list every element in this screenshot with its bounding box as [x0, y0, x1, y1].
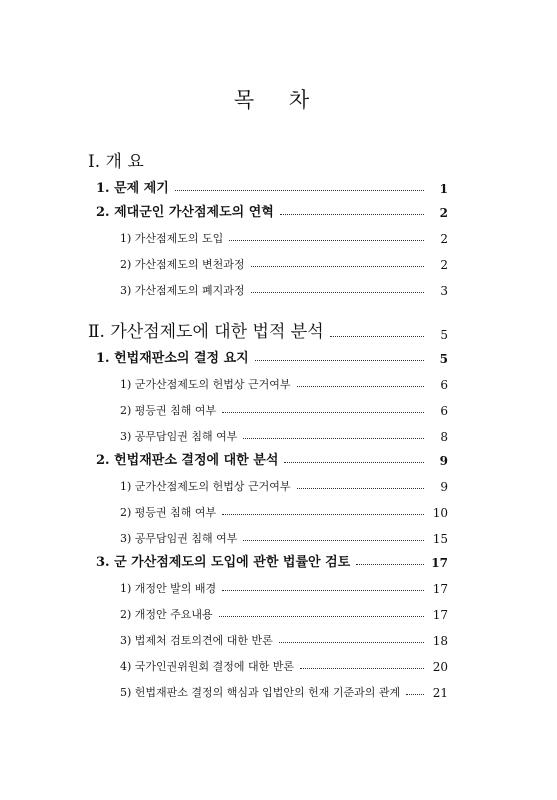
toc-section-1-1[interactable] [88, 176, 448, 196]
toc-item-label: 1) 개정안 발의 배경 [120, 582, 217, 595]
toc-item-label: 2) 평등권 침해 여부 [120, 404, 217, 417]
toc-page-number: 2 [440, 258, 448, 272]
toc-page-number: 17 [432, 608, 448, 622]
toc-item[interactable] [88, 654, 448, 674]
dot-leader [300, 668, 424, 669]
dot-leader [251, 266, 424, 267]
toc-page-number: 15 [432, 532, 448, 546]
dot-leader [280, 214, 424, 215]
toc-page-number: 2 [440, 232, 448, 246]
toc-section-label: 1. 문제 제기 [96, 181, 169, 196]
toc-page-number: 20 [432, 660, 448, 674]
toc-item[interactable] [88, 628, 448, 648]
toc-chapter-1[interactable] [88, 150, 448, 172]
dot-leader [284, 462, 424, 463]
table-of-contents [88, 150, 448, 700]
toc-page-number: 21 [432, 686, 448, 700]
toc-item-label: 2) 평등권 침해 여부 [120, 506, 217, 519]
dot-leader [255, 360, 424, 361]
toc-chapter-label: Ⅱ. 가산점제도에 대한 법적 분석 [88, 322, 324, 342]
toc-page-number: 6 [440, 404, 448, 418]
toc-item-label: 1) 군가산점제도의 헌법상 근거여부 [120, 378, 291, 391]
dot-leader [219, 616, 424, 617]
toc-section-2-1[interactable] [88, 346, 448, 366]
toc-page-number: 6 [440, 378, 448, 392]
toc-page-number: 5 [440, 328, 448, 342]
dot-leader [222, 590, 424, 591]
toc-page-number: 8 [440, 430, 448, 444]
toc-item-label: 2) 개정안 주요내용 [120, 608, 213, 621]
dot-leader [297, 488, 424, 489]
toc-page-number: 18 [432, 634, 448, 648]
dot-leader [229, 240, 424, 241]
toc-item-label: 3) 가산점제도의 폐지과정 [120, 284, 245, 297]
toc-item[interactable] [88, 576, 448, 596]
toc-page-number: 9 [439, 454, 448, 468]
toc-page-number: 10 [432, 506, 448, 520]
toc-item[interactable] [88, 226, 448, 246]
toc-chapter-label: Ⅰ. 개 요 [88, 152, 144, 172]
dot-leader [297, 386, 424, 387]
toc-item[interactable] [88, 474, 448, 494]
toc-chapter-2[interactable] [88, 320, 448, 342]
toc-item-label: 3) 법제처 검토의견에 대한 반론 [120, 634, 273, 647]
toc-item-label: 3) 공무담임권 침해 여부 [120, 532, 238, 545]
dot-leader [406, 694, 424, 695]
toc-section-2-3[interactable] [88, 550, 448, 570]
dot-leader [243, 438, 424, 439]
dot-leader [175, 190, 424, 191]
toc-section-1-2[interactable] [88, 200, 448, 220]
toc-item[interactable] [88, 526, 448, 546]
toc-section-label: 1. 헌법재판소의 결정 요지 [96, 351, 249, 366]
toc-item-label: 3) 공무담임권 침해 여부 [120, 430, 238, 443]
dot-leader [243, 540, 424, 541]
toc-item-label: 1) 가산점제도의 도입 [120, 232, 224, 245]
dot-leader [330, 336, 424, 337]
toc-section-label: 2. 헌법재판소 결정에 대한 분석 [96, 453, 279, 468]
toc-item[interactable] [88, 278, 448, 298]
toc-item-label: 5) 헌법재판소 결정의 핵심과 입법안의 헌재 기준과의 관계 [120, 686, 401, 699]
dot-leader [279, 642, 424, 643]
toc-item-label: 1) 군가산점제도의 헌법상 근거여부 [120, 480, 291, 493]
toc-page-number: 5 [439, 352, 448, 366]
toc-item[interactable] [88, 398, 448, 418]
toc-page-number: 3 [440, 284, 448, 298]
toc-item-label: 2) 가산점제도의 변천과정 [120, 258, 245, 271]
dot-leader [251, 292, 424, 293]
page-title: 목 차 [233, 88, 324, 112]
toc-section-2-2[interactable] [88, 448, 448, 468]
toc-item[interactable] [88, 424, 448, 444]
dot-leader [222, 514, 424, 515]
toc-section-label: 2. 제대군인 가산점제도의 연혁 [96, 205, 274, 220]
toc-item-label: 4) 국가인권위원회 결정에 대한 반론 [120, 660, 295, 673]
toc-page-number: 17 [432, 582, 448, 596]
toc-page-number: 17 [431, 556, 448, 570]
toc-item[interactable] [88, 500, 448, 520]
toc-section-label: 3. 군 가산점제도의 도입에 관한 법률안 검토 [96, 555, 351, 570]
dot-leader [222, 412, 424, 413]
toc-page-number: 2 [439, 206, 448, 220]
toc-page-number: 9 [440, 480, 448, 494]
dot-leader [356, 564, 424, 565]
toc-item[interactable] [88, 372, 448, 392]
toc-item[interactable] [88, 602, 448, 622]
toc-item[interactable] [88, 252, 448, 272]
toc-page-number: 1 [439, 182, 448, 196]
toc-item[interactable] [88, 680, 448, 700]
